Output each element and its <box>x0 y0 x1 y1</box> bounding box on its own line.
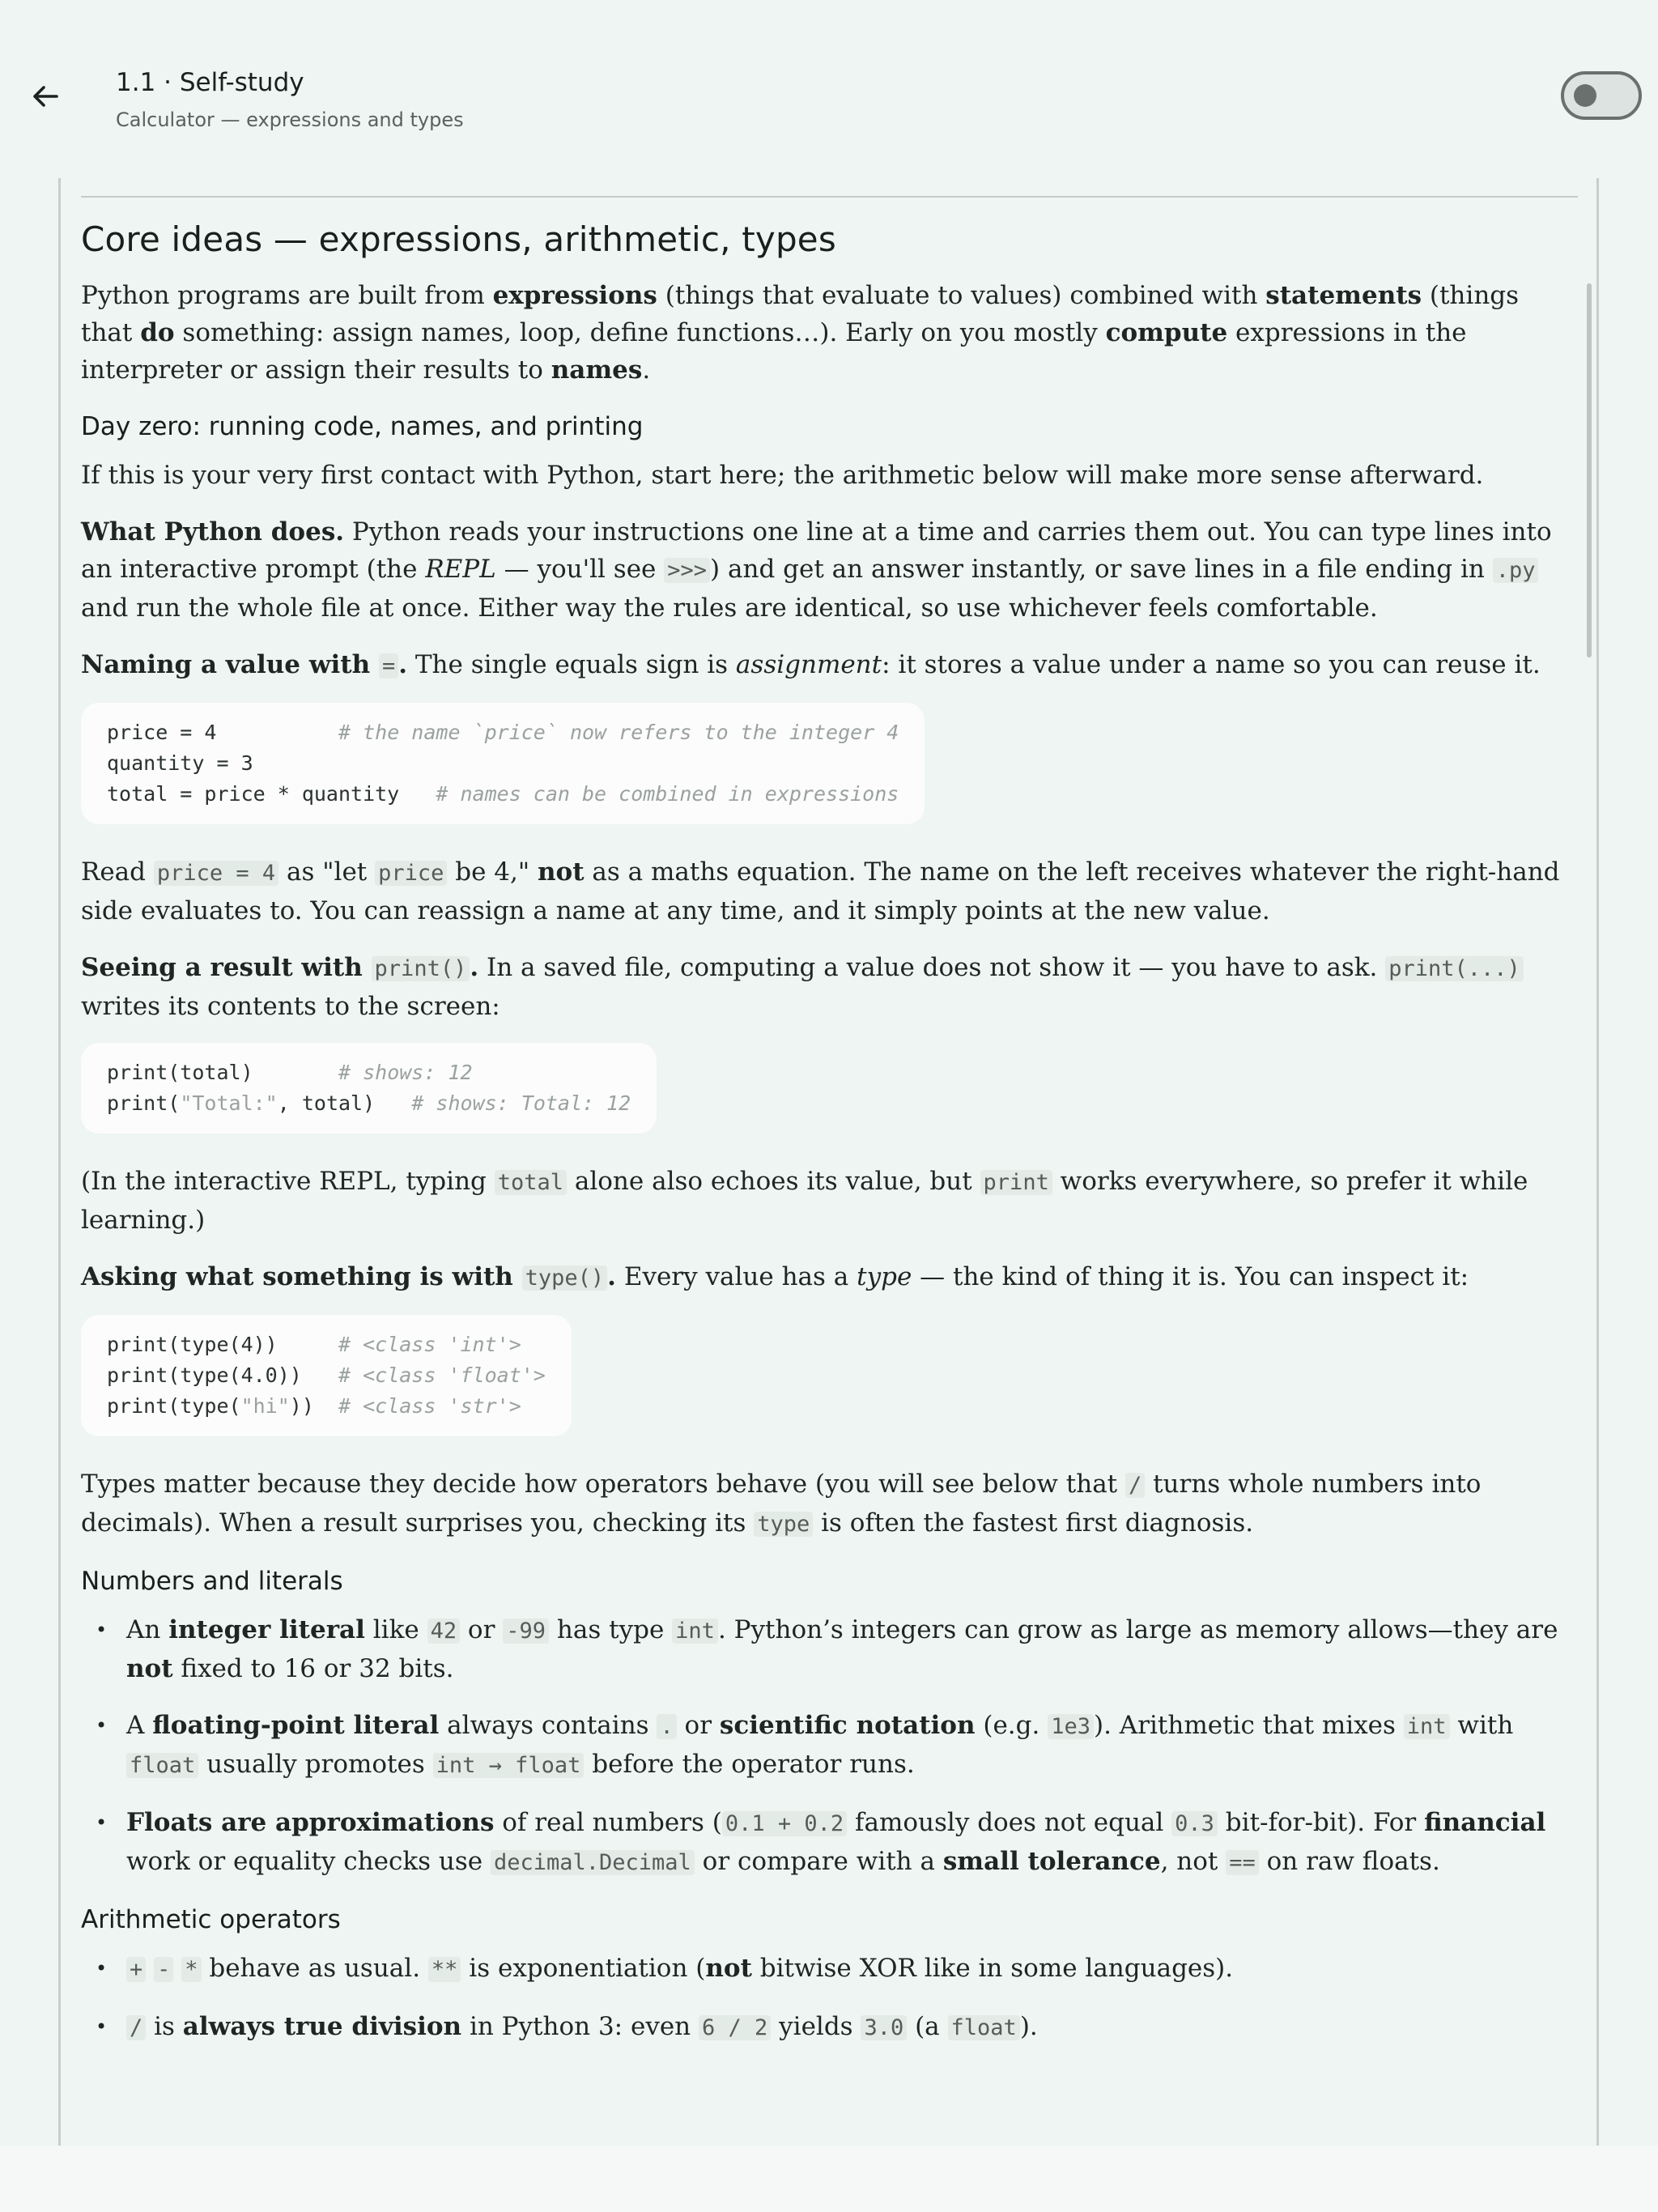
bullet-icon: • <box>96 1957 108 1980</box>
list-item: • + - * behave as usual. ** is exponentiation (not bitwise XOR like in some languages). <box>81 1950 1578 1989</box>
divider <box>81 196 1578 198</box>
code-line: print(type(4)) # <class 'int'> <box>107 1333 521 1356</box>
back-button[interactable] <box>18 63 73 130</box>
lesson-card <box>58 178 1599 2149</box>
title-group <box>116 63 464 136</box>
code-line: total = price * quantity # names can be combined in expressions <box>107 782 899 806</box>
lesson-content <box>81 196 1578 2066</box>
day-zero-heading: Day zero: running code, names, and printing <box>81 412 644 441</box>
list-item: • An integer literal like 42 or -99 has type int . Python’s integers can grow as large as memory allows—they are not fixed to 16 or 32 bits. <box>81 1611 1578 1687</box>
numbers-list <box>81 1611 1578 1882</box>
read-assignment-paragraph: Read price = 4 as "let price be 4," not as a maths equation. The name on the left receives whatever the right-hand side evaluates to. You can reassign a name at any time, and it simply points at the new value. <box>81 857 1560 925</box>
intro-paragraph: Python programs are built from expressions (things that evaluate to values) combined with statements (things that do something: assign names, loop, define functions…). Early on you mostly compute expressions in the interpreter or assign their results to names. <box>81 281 1520 385</box>
code-line: print(type(4.0)) # <class 'float'> <box>107 1363 546 1387</box>
code-line: print("Total:", total) # shows: Total: 12 <box>107 1091 631 1115</box>
toggle-knob <box>1574 84 1596 107</box>
code-line: print(total) # shows: 12 <box>107 1061 473 1084</box>
app-bar <box>0 0 1658 155</box>
arrow-left-icon <box>29 80 62 113</box>
print-paragraph: Seeing a result with print() . In a saved file, computing a value does not show it — you have to ask. print(...) writes its contents to the screen: <box>81 949 1578 1025</box>
list-item: • A floating-point literal always contains . or scientific notation (e.g. 1e3 ). Arithmetic that mixes int with float usually promotes int → float before the operator runs. <box>81 1707 1578 1784</box>
bottom-bar <box>0 2146 1658 2212</box>
code-line: price = 4 # the name `price` now refers to the integer 4 <box>107 721 899 744</box>
bullet-icon: • <box>96 2015 108 2038</box>
code-line: print(type("hi")) # <class 'str'> <box>107 1394 521 1418</box>
repl-note-paragraph: (In the interactive REPL, typing total alone also echoes its value, but print works everywhere, so prefer it while learning.) <box>81 1167 1528 1235</box>
bullet-icon: • <box>96 1714 108 1737</box>
day-zero-intro: If this is your very first contact with Python, start here; the arithmetic below will make more sense afterward. <box>81 461 1484 490</box>
list-item: • / is always true division in Python 3: even 6 / 2 yields 3.0 (a float ). <box>81 2008 1578 2047</box>
section-heading: Core ideas — expressions, arithmetic, types <box>81 219 836 259</box>
what-python-does-paragraph: What Python does. Python reads your instructions one line at a time and carries them out. You can type lines into an interactive prompt (the REPL — you'll see >>> ) and get an answer instantly, or save lines in a file ending in .py and run the whole file at once. Either way the rules are identical, so use whichever feels comfortable. <box>81 517 1552 623</box>
page-title: 1.1 · Self-study <box>116 68 304 97</box>
code-block-print <box>81 1043 657 1134</box>
type-paragraph: Asking what something is with type() . Every value has a type — the kind of thing it is. You can inspect it: <box>81 1262 1469 1291</box>
types-matter-paragraph: Types matter because they decide how operators behave (you will see below that / turns whole numbers into decimals). When a result surprises you, checking its type is often the fastest first diagnosis. <box>81 1470 1482 1538</box>
assignment-paragraph: Naming a value with = . The single equals sign is assignment: it stores a value under a name so you can reuse it. <box>81 650 1541 679</box>
operators-heading: Arithmetic operators <box>81 1905 341 1934</box>
code-line: quantity = 3 <box>107 751 253 775</box>
mode-toggle[interactable] <box>1561 71 1642 120</box>
bullet-icon: • <box>96 1811 108 1834</box>
scrollbar-thumb[interactable] <box>1587 283 1592 657</box>
code-block-assignment <box>81 703 925 824</box>
list-item: • Floats are approximations of real numbers ( 0.1 + 0.2 famously does not equal 0.3 bit-for-bit). For financial work or equality checks use decimal.Decimal or compare with a small tolerance, not == on raw floats. <box>81 1804 1578 1882</box>
code-block-type <box>81 1315 572 1436</box>
bullet-icon: • <box>96 1619 108 1641</box>
numbers-heading: Numbers and literals <box>81 1567 343 1596</box>
page-subtitle: Calculator — expressions and types <box>116 108 464 131</box>
operators-list <box>81 1950 1578 2047</box>
